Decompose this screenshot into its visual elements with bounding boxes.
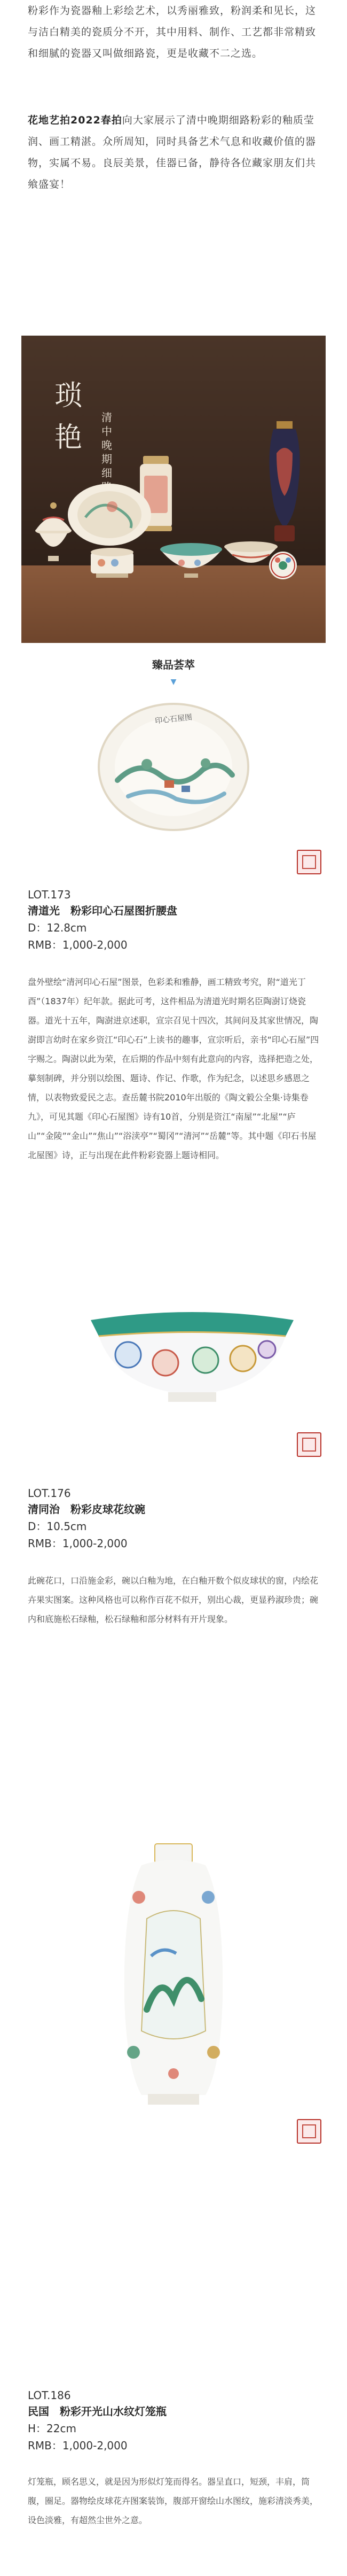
lot186-price: RMB：1,000-2,000 xyxy=(28,2439,128,2452)
intro-paragraph-2-rest: 向大家展示了清中晚期细路粉彩的釉质莹润、画工精湛。众所周知，同时具备艺术气息和收藏价值的器物，实属不易。良辰美景，佳器已备，静待各位藏家朋友们共飨盛宴！ xyxy=(28,114,317,190)
hero-seal-icon xyxy=(269,552,297,579)
lot186-title: 民国 粉彩开光山水纹灯笼瓶 xyxy=(28,2405,167,2418)
hero-porcelain-illustration xyxy=(21,336,326,643)
tall-vase-icon xyxy=(269,421,299,541)
lot186-size: H：22cm xyxy=(28,2422,76,2435)
intro-paragraph-1: 粉彩作为瓷器釉上彩绘艺术，以秀丽雅致，粉润柔和见长，这与洁白精美的瓷质分不开，其中用料、制作、工艺都非常精致和细腻的瓷器又叫做细路瓷，更是收藏不二之选。 xyxy=(28,5,317,59)
lot173-number: LOT.173 xyxy=(28,888,71,901)
plate-inscription: 印心石屋图 xyxy=(154,713,193,726)
intro-paragraph-2 xyxy=(28,110,320,195)
lot173-price: RMB：1,000-2,000 xyxy=(28,938,128,951)
hero-title-bottom: 艳 xyxy=(54,422,83,454)
section-title: 臻品荟萃 xyxy=(152,658,195,671)
cup-icon xyxy=(91,548,133,578)
lot186-description: 灯笼瓶，顾名思义，就是因为形似灯笼而得名。器呈直口，短颈，丰肩，筒腹，圈足。器物绘皮球花卉图案装饰，腹部开窗绘山水图纹，施彩清淡秀美，设色淡雅，有超然尘世外之意。 xyxy=(28,2477,319,2525)
lot176-price: RMB：1,000-2,000 xyxy=(28,1537,128,1550)
green-bowl-icon xyxy=(160,543,222,578)
hero-title-top: 琐 xyxy=(54,380,85,412)
lot176-number: LOT.176 xyxy=(28,1487,71,1500)
lot176-size: D：10.5cm xyxy=(28,1520,87,1533)
hero-subtitle: 清中晚期细 xyxy=(101,411,112,479)
intro-highlight: 花地艺拍2022春拍 xyxy=(28,114,122,126)
lot176-title: 清同治 粉彩皮球花纹碗 xyxy=(28,1503,145,1516)
lot186-number: LOT.186 xyxy=(28,2389,71,2402)
seal-icon xyxy=(297,2119,321,2144)
lot173-size: D：12.8cm xyxy=(28,921,87,934)
lot173-title: 清道光 粉彩印心石屋图折腰盘 xyxy=(28,904,177,917)
plate-icon xyxy=(68,484,151,546)
seal-icon xyxy=(297,1432,321,1457)
chevron-down-icon: ▼ xyxy=(170,678,177,686)
lot186-vase-image xyxy=(109,1838,238,2116)
bowl-icon xyxy=(224,541,278,563)
lot173-description: 盘外壁绘“清河印心石屋”图景，色彩柔和雅静，画工精致考究，附“道光丁酉”（1837年）纪年款。据此可考，这件相品为清道光时期名臣陶澍订烧瓷器。道光十五年，陶澍进京述职，宣宗召见十四次，其间问及其家世情况，陶澍即言幼时在家乡资江“印心石”上读书的趣事，宣宗听后，亲书“印心石屋”四字赐之。陶澍以此为荣，在后期的作品中刻有此意向的内容，选择把造之处，摹刻制碑，并分别以绘图、题诗、作记、作歌，作为纪念，以述思乡感恩之情，以表物致爱民之志。查岳麓书院2010年出版的《陶文毅公全集·诗集卷九》，可见其题《印心石屋图》诗有10首，分别是资江“南屋”“北屋”“庐山”“金陵”“金山”“焦山”“浴渎亭”“蜀冈”“清河”“岳麓”等。其中题《印石书屋北屋图》诗，正与出现在此件粉彩瓷器上题诗相同。 xyxy=(28,977,319,1160)
lot176-bowl-image xyxy=(80,1299,304,1422)
covered-bowl-icon xyxy=(35,502,72,561)
lot176-description: 此碗花口，口沿施金彩，碗以白釉为地，在白釉开数个似皮球状的窗，内绘花卉果实图案。这种风格也可以称作百花不似开，别出心裁，更显矜淑珍贵；碗内和底施松石绿釉，松石绿釉和部分材料有开片现象。 xyxy=(28,1576,319,1624)
hero-banner xyxy=(21,336,326,643)
seal-icon xyxy=(297,850,321,874)
